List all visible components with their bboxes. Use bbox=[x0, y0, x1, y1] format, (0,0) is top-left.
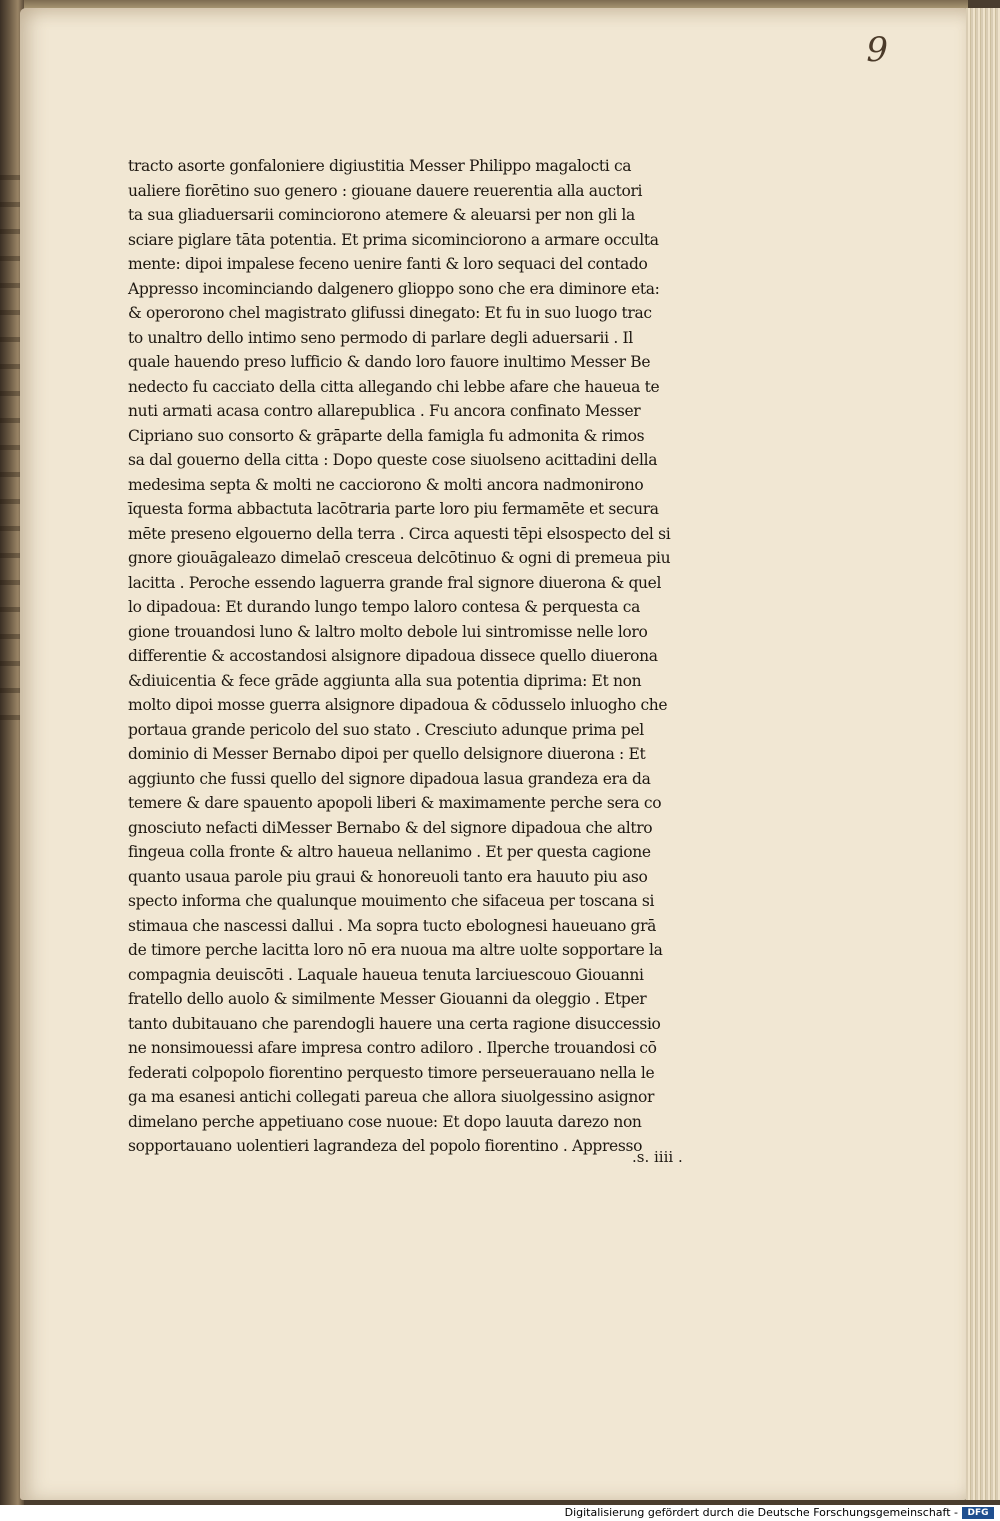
dfg-logo: DFG bbox=[962, 1507, 994, 1519]
text-line: gnosciuto nefacti diMesser Bernabo & del signore dipadoua che altro bbox=[128, 818, 653, 837]
text-line: specto informa che qualunque mouimento che sifaceua per toscana si bbox=[128, 892, 655, 910]
text-line: compagnia deuiscōti . Laquale haueua tenuta larciuescouo Giouanni bbox=[128, 965, 644, 984]
text-line: federati colpopolo fiorentino perquesto timore perseuerauano nella le bbox=[128, 1063, 655, 1082]
text-line: to unaltro dello intimo seno permodo di parlare degli aduersarii . Il bbox=[128, 328, 633, 347]
text-line: quale hauendo preso lufficio & dando loro fauore inultimo Messer Be bbox=[128, 353, 651, 371]
text-line: gnore giouāgaleazo dimelaō cresceua delcōtinuo & ogni di premeua piu bbox=[128, 549, 671, 567]
text-line: de timore perche lacitta loro nō era nuoua ma altre uolte sopportare la bbox=[128, 941, 663, 959]
text-line: sa dal gouerno della citta : Dopo queste cose siuolseno acittadini della bbox=[128, 451, 658, 469]
text-line: lacitta . Peroche essendo laguerra grande fral signore diuerona & quel bbox=[128, 573, 662, 592]
text-line: nuti armati acasa contro allarepublica . Fu ancora confinato Messer bbox=[128, 402, 641, 420]
text-line: sciare piglare tāta potentia. Et prima sicominciorono a armare occulta bbox=[128, 230, 659, 249]
text-line: medesima septa & molti ne cacciorono & molti ancora nadmonirono bbox=[128, 475, 644, 494]
text-line: molto dipoi mosse guerra alsignore dipadoua & cōdusselo inluogho che bbox=[128, 696, 668, 714]
text-line: stimaua che nascessi dallui . Ma sopra tucto ebolognesi haueuano grā bbox=[128, 916, 657, 935]
text-line: Cipriano suo consorto & grāparte della famigla fu admonita & rimos bbox=[128, 426, 645, 445]
text-line: ta sua gliaduersarii cominciorono atemere & aleuarsi per non gli la bbox=[128, 206, 635, 224]
text-line: dimelano perche appetiuano cose nuoue: Et dopo lauuta darezo non bbox=[128, 1112, 642, 1131]
funding-note: Digitalisierung gefördert durch die Deutsche Forschungsgemeinschaft - bbox=[564, 1506, 958, 1519]
text-line: &diuicentia & fece grāde aggiunta alla sua potentia diprima: Et non bbox=[128, 671, 642, 690]
text-line: & operorono chel magistrato glifussi dinegato: Et fu in suo luogo trac bbox=[128, 304, 652, 322]
text-line: tanto dubitauano che parendogli hauere una certa ragione disuccessio bbox=[128, 1014, 661, 1033]
text-line: differentie & accostandosi alsignore dipadoua dissece quello diuerona bbox=[128, 647, 658, 665]
text-line: Appresso incominciando dalgenero glioppo sono che era diminore eta: bbox=[128, 279, 660, 298]
text-line: quanto usaua parole piu graui & honoreuoli tanto era hauuto piu aso bbox=[128, 867, 648, 886]
text-line: lo dipadoua: Et durando lungo tempo laloro contesa & perquesta ca bbox=[128, 598, 640, 616]
folio-number: 9 bbox=[866, 30, 888, 70]
page-stack-edge bbox=[966, 8, 1000, 1500]
book-page bbox=[20, 8, 968, 1500]
text-line: dominio di Messer Bernabo dipoi per quello delsignore diuerona : Et bbox=[128, 745, 646, 763]
body-text bbox=[128, 154, 728, 1159]
text-line: ga ma esanesi antichi collegati pareua che allora siuolgessino asignor bbox=[128, 1088, 655, 1106]
footer-bar bbox=[0, 1505, 1000, 1521]
text-line: gione trouandosi luno & laltro molto debole lui sintromisse nelle loro bbox=[128, 622, 648, 641]
text-line: sopportauano uolentieri lagrandeza del popolo fiorentino . Appresso bbox=[128, 1137, 643, 1155]
text-line: fingeua colla fronte & altro haueua nellanimo . Et per questa cagione bbox=[128, 843, 651, 861]
signature-mark: .s. iiii . bbox=[632, 1148, 683, 1166]
facing-page-fragment bbox=[0, 175, 22, 735]
text-line: mente: dipoi impalese feceno uenire fanti & loro sequaci del contado bbox=[128, 255, 648, 273]
text-line: mēte preseno elgouerno della terra . Circa aquesti tēpi elsospecto del si bbox=[128, 524, 671, 543]
text-line: temere & dare spauento apopoli liberi & maximamente perche sera co bbox=[128, 794, 662, 812]
text-line: aggiunto che fussi quello del signore dipadoua lasua grandeza era da bbox=[128, 769, 651, 788]
text-line: portaua grande pericolo del suo stato . Cresciuto adunque prima pel bbox=[128, 720, 644, 739]
text-line: nedecto fu cacciato della citta allegando chi lebbe afare che haueua te bbox=[128, 377, 660, 396]
text-line: īquesta forma abbactuta lacōtraria parte loro piu fermamēte et secura bbox=[128, 500, 659, 518]
text-line: ne nonsimouessi afare impresa contro adiloro . Ilperche trouandosi cō bbox=[128, 1039, 657, 1057]
text-line: tracto asorte gonfaloniere digiustitia Messer Philippo magalocti ca bbox=[128, 157, 632, 175]
text-line: ualiere fiorētino suo genero : giouane dauere reuerentia alla auctori bbox=[128, 181, 643, 200]
text-line: fratello dello auolo & similmente Messer Giouanni da oleggio . Etper bbox=[128, 990, 647, 1008]
